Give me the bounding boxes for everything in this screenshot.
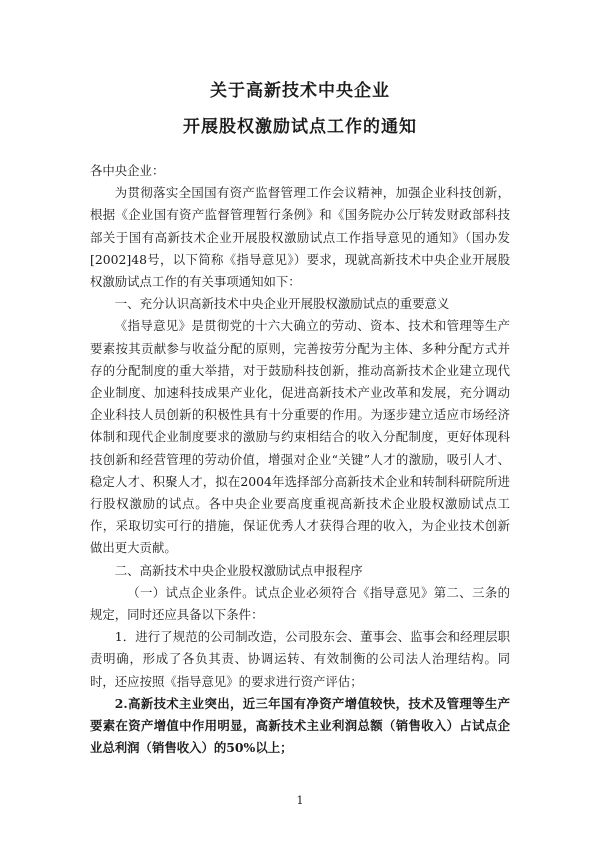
- intro-paragraph: 为贯彻落实全国国有资产监督管理工作会议精神，加强企业科技创新，根据《企业国有资产监督管理暂行条例》和《国务院办公厅转发财政部科技部关于国有高新技术企业开展股权激励试点工作指导意见的通知》（国办发[2002]48号，以下简称《指导意见》）要求，现就高新技术中央企业开展股权激励试点工作的有关事项通知如下：: [90, 185, 510, 290]
- document-title-line1: 关于高新技术中央企业: [210, 81, 390, 101]
- page-number: 1: [296, 794, 304, 807]
- document-title-line2: 开展股权激励试点工作的通知: [183, 117, 417, 137]
- subsection1-paragraph: （一）试点企业条件。试点企业必须符合《指导意见》第二、三条的规定，同时还应具备以下条件：: [90, 584, 510, 623]
- item2-paragraph: 2.高新技术主业突出，近三年国有净资产增值较快，技术及管理等生产要素在资产增值中作用明显，高新技术主业利润总额（销售收入）占试点企业总利润（销售收入）的50%以上；: [90, 695, 510, 756]
- section2-heading: 二、高新技术中央企业股权激励试点申报程序: [114, 562, 363, 578]
- section1-heading: 一、充分认识高新技术中央企业开展股权激励试点的重要意义: [114, 296, 450, 312]
- section1-body: 《指导意见》是贯彻党的十六大确立的劳动、资本、技术和管理等生产要素按其贡献参与收益分配的原则，完善按劳分配为主体、多种分配方式并存的分配制度的重大举措，对于鼓励科技创新，推动高新技术企业建立现代企业制度、加速科技成果产业化，促进高新技术产业改革和发展，充分调动企业科技人员创新的积极性具有十分重要的作用。为逐步建立适应市场经济体制和现代企业制度要求的激励与约束相结合的收入分配制度，更好体现科技创新和经营管理的劳动价值，增强对企业“关键”人才的激励，吸引人才、稳定人才、积聚人才，拟在2004年选择部分高新技术企业和转制科研院所进行股权激励的试点。各中央企业要高度重视高新技术企业股权激励试点工作，采取切实可行的措施，保证优秀人才获得合理的收入，为企业技术创新做出更大贡献。: [90, 318, 510, 556]
- document-body: [90, 160, 510, 759]
- salutation: 各中央企业：: [90, 163, 165, 178]
- item1-paragraph: 1．进行了规范的公司制改造，公司股东会、董事会、监事会和经理层职责明确，形成了各负其责、协调运转、有效制衡的公司法人治理结构。同时，还应按照《指导意见》的要求进行资产评估；: [90, 629, 510, 689]
